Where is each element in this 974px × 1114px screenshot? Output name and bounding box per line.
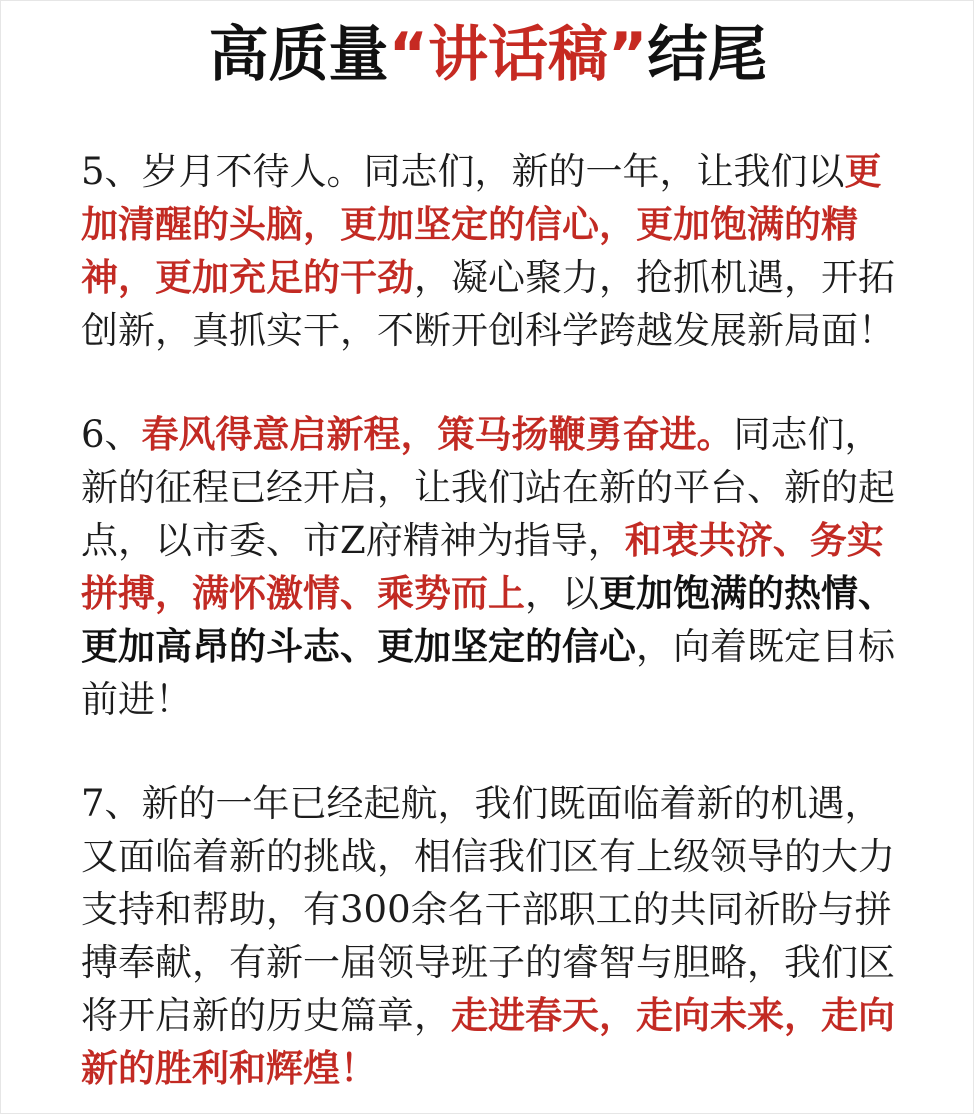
paragraph-7 bbox=[81, 777, 901, 1095]
article-body bbox=[81, 145, 901, 1095]
paragraph-text: ，凝心聚力，抢抓机遇，开拓创新，真抓实干，不断开创科学跨越发展新局面！ bbox=[81, 256, 895, 352]
paragraph-5 bbox=[81, 145, 901, 357]
paragraph-text: 同志们，新的征程已经开启，让我们站在新的平台、新的起点，以市委、市Z府精神为指导， bbox=[81, 413, 895, 562]
paragraph-6 bbox=[81, 408, 901, 726]
highlight-red: 更加清醒的头脑，更加坚定的信心，更加饱满的精神，更加充足的干劲 bbox=[81, 150, 882, 299]
paragraph-text: 7、新的一年已经起航，我们既面临着新的机遇，又面临着新的挑战，相信我们区有上级领导的大力支持和帮助，有300余名干部职工的共同祈盼与拼搏奉献，有新一届领导班子的睿智与胆略，我们区将开启新的历史篇章， bbox=[81, 782, 895, 1037]
title-highlight: “讲话稿” bbox=[388, 20, 648, 90]
highlight-bold: 更加饱满的热情、更加高昂的斗志、更加坚定的信心 bbox=[81, 572, 895, 668]
title-suffix: 结尾 bbox=[647, 20, 768, 90]
page-title bbox=[1, 15, 974, 95]
paragraph-text: 6、 bbox=[81, 413, 142, 456]
highlight-red: 和衷共济、务实拼搏，满怀激情、乘势而上 bbox=[81, 519, 884, 615]
paragraph-text: 5、岁月不待人。同志们，新的一年，让我们以 bbox=[81, 150, 845, 193]
highlight-red: 春风得意启新程，策马扬鞭勇奋进。 bbox=[141, 413, 734, 456]
paragraph-text: ，以 bbox=[525, 572, 599, 615]
paragraph-text: ，向着既定目标前进！ bbox=[81, 625, 895, 721]
title-prefix: 高质量 bbox=[208, 20, 389, 90]
highlight-red: 走进春天，走向未来，走向新的胜利和辉煌！ bbox=[81, 994, 895, 1090]
